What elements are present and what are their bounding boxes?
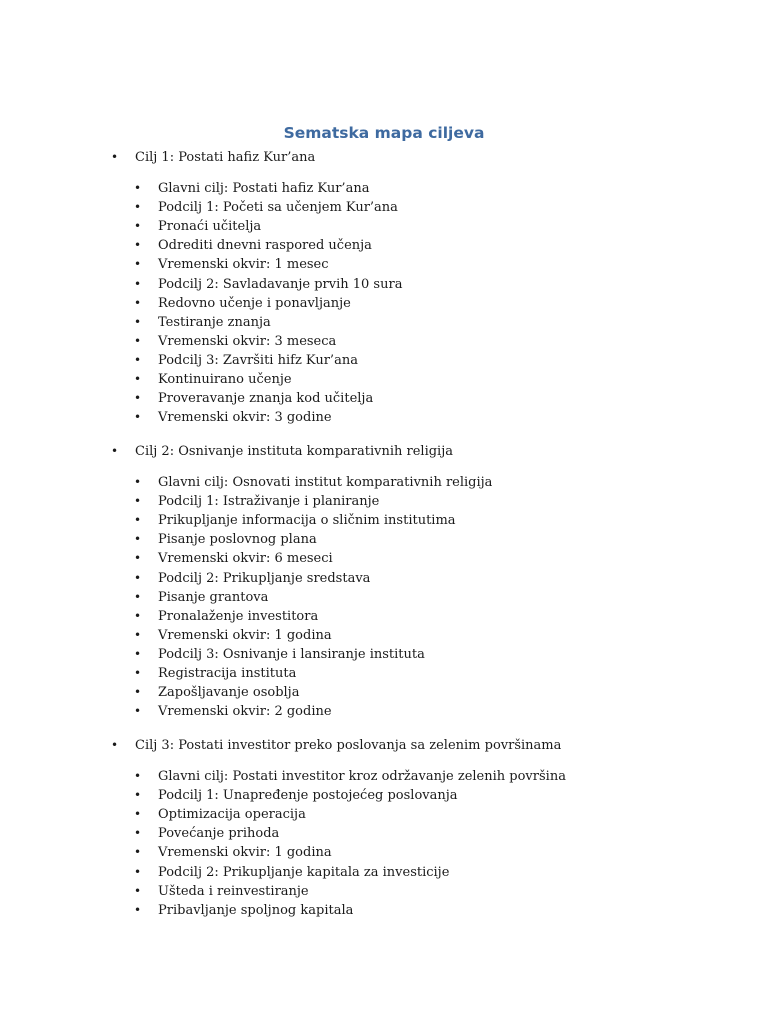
list-item-text: Pronalaženje investitora — [158, 608, 319, 624]
bullet-icon: • — [134, 513, 142, 528]
bullet-icon: • — [134, 704, 142, 719]
list-item-text: Pronaći učitelja — [158, 219, 262, 235]
list-item — [0, 236, 768, 255]
bullet-icon: • — [134, 391, 142, 406]
list-item — [0, 473, 768, 492]
list-item — [0, 294, 768, 313]
list-item-text: Podcilj 3: Završiti hifz Kur’ana — [158, 352, 358, 368]
bullet-icon: • — [134, 295, 142, 310]
goal-section-1 — [0, 148, 768, 427]
bullet-icon: • — [134, 219, 142, 234]
bullet-icon: • — [134, 372, 142, 387]
bullet-icon: • — [134, 532, 142, 547]
bullet-icon: • — [134, 314, 142, 329]
list-item — [0, 683, 768, 702]
bullet-icon: • — [134, 276, 142, 291]
sub-goal-list — [0, 767, 768, 920]
bullet-icon: • — [134, 238, 142, 253]
list-item — [0, 588, 768, 607]
bullet-icon: • — [134, 570, 142, 585]
list-item — [0, 217, 768, 236]
list-item — [0, 626, 768, 645]
bullet-icon: • — [111, 444, 119, 458]
list-item-text: Podcilj 1: Unapređenje postojećeg poslovanja — [158, 788, 458, 804]
bullet-icon: • — [111, 150, 119, 164]
list-item — [0, 389, 768, 408]
bullet-icon: • — [134, 902, 142, 917]
list-item — [0, 843, 768, 862]
list-item-text: Glavni cilj: Osnovati institut komparativnih religija — [158, 475, 493, 491]
list-item — [0, 786, 768, 805]
list-item — [0, 370, 768, 389]
list-item-text: Vremenski okvir: 3 meseca — [158, 333, 337, 349]
goal-section-2 — [0, 442, 768, 721]
list-item-text: Vremenski okvir: 1 godina — [158, 627, 332, 643]
list-item — [0, 805, 768, 824]
list-item-text: Optimizacija operacija — [158, 807, 306, 823]
bullet-icon: • — [134, 627, 142, 642]
list-item-text: Podcilj 2: Prikupljanje kapitala za investicije — [158, 864, 450, 880]
bullet-icon: • — [134, 352, 142, 367]
bullet-icon: • — [134, 181, 142, 196]
goal-heading-text: Cilj 3: Postati investitor preko poslovanja sa zelenim površinama — [135, 738, 562, 753]
list-item-text: Ušteda i reinvestiranje — [158, 883, 309, 899]
list-item-text: Glavni cilj: Postati investitor kroz održavanje zelenih površina — [158, 769, 566, 785]
bullet-icon: • — [134, 769, 142, 784]
list-item — [0, 664, 768, 683]
goal-heading-text: Cilj 2: Osnivanje instituta komparativnih religija — [135, 444, 453, 459]
list-item-text: Vremenski okvir: 6 meseci — [158, 551, 333, 567]
list-item-text: Redovno učenje i ponavljanje — [158, 295, 351, 311]
bullet-icon: • — [134, 257, 142, 272]
list-item — [0, 824, 768, 843]
document-title: Sematska mapa ciljeva — [283, 124, 485, 142]
list-item-text: Vremenski okvir: 1 godina — [158, 845, 332, 861]
list-item — [0, 332, 768, 351]
list-item-text: Podcilj 2: Savladavanje prvih 10 sura — [158, 276, 403, 292]
bullet-icon: • — [134, 608, 142, 623]
bullet-icon: • — [111, 738, 119, 752]
list-item-text: Podcilj 1: Istraživanje i planiranje — [158, 494, 380, 510]
goal-section-3 — [0, 736, 768, 920]
list-item — [0, 530, 768, 549]
sub-goal-list — [0, 179, 768, 427]
list-item — [0, 882, 768, 901]
bullet-icon: • — [134, 883, 142, 898]
list-item-text: Odrediti dnevni raspored učenja — [158, 238, 372, 254]
list-item-text: Testiranje znanja — [158, 314, 271, 330]
list-item-text: Kontinuirano učenje — [158, 372, 292, 388]
list-item-text: Registracija instituta — [158, 666, 297, 682]
bullet-icon: • — [134, 551, 142, 566]
list-item — [0, 569, 768, 588]
list-item-text: Vremenski okvir: 3 godine — [158, 410, 332, 426]
bullet-icon: • — [134, 475, 142, 490]
bullet-icon: • — [134, 845, 142, 860]
bullet-icon: • — [134, 333, 142, 348]
bullet-icon: • — [134, 807, 142, 822]
bullet-icon: • — [134, 646, 142, 661]
goal-heading — [0, 442, 768, 461]
bullet-icon: • — [134, 589, 142, 604]
bullet-icon: • — [134, 410, 142, 425]
bullet-icon: • — [134, 826, 142, 841]
list-item — [0, 255, 768, 274]
list-item-text: Prikupljanje informacija o sličnim institutima — [158, 513, 456, 529]
list-item — [0, 511, 768, 530]
list-item-text: Zapošljavanje osoblja — [158, 685, 300, 701]
goal-heading — [0, 736, 768, 755]
list-item — [0, 313, 768, 332]
list-item — [0, 901, 768, 920]
list-item-text: Pribavljanje spoljnog kapitala — [158, 902, 354, 918]
list-item-text: Povećanje prihoda — [158, 826, 280, 842]
list-item — [0, 549, 768, 568]
list-item-text: Pisanje grantova — [158, 589, 269, 605]
list-item-text: Podcilj 3: Osnivanje i lansiranje instituta — [158, 646, 425, 662]
list-item — [0, 863, 768, 882]
list-item-text: Proveravanje znanja kod učitelja — [158, 391, 374, 407]
list-item — [0, 645, 768, 664]
list-item-text: Vremenski okvir: 2 godine — [158, 704, 332, 720]
list-item-text: Podcilj 1: Početi sa učenjem Kur’ana — [158, 200, 398, 216]
list-item-text: Pisanje poslovnog plana — [158, 532, 317, 548]
list-item — [0, 351, 768, 370]
bullet-icon: • — [134, 685, 142, 700]
list-item — [0, 408, 768, 427]
list-item — [0, 492, 768, 511]
list-item — [0, 179, 768, 198]
bullet-icon: • — [134, 494, 142, 509]
bullet-icon: • — [134, 200, 142, 215]
goal-heading — [0, 148, 768, 167]
list-item — [0, 275, 768, 294]
list-item-text: Glavni cilj: Postati hafiz Kur’ana — [158, 181, 370, 197]
list-item — [0, 702, 768, 721]
bullet-icon: • — [134, 864, 142, 879]
bullet-icon: • — [134, 666, 142, 681]
sub-goal-list — [0, 473, 768, 721]
list-item — [0, 607, 768, 626]
goal-heading-text: Cilj 1: Postati hafiz Kur’ana — [135, 150, 316, 165]
list-item — [0, 198, 768, 217]
bullet-icon: • — [134, 788, 142, 803]
list-item-text: Vremenski okvir: 1 mesec — [158, 257, 329, 273]
list-item — [0, 767, 768, 786]
list-item-text: Podcilj 2: Prikupljanje sredstava — [158, 570, 371, 586]
